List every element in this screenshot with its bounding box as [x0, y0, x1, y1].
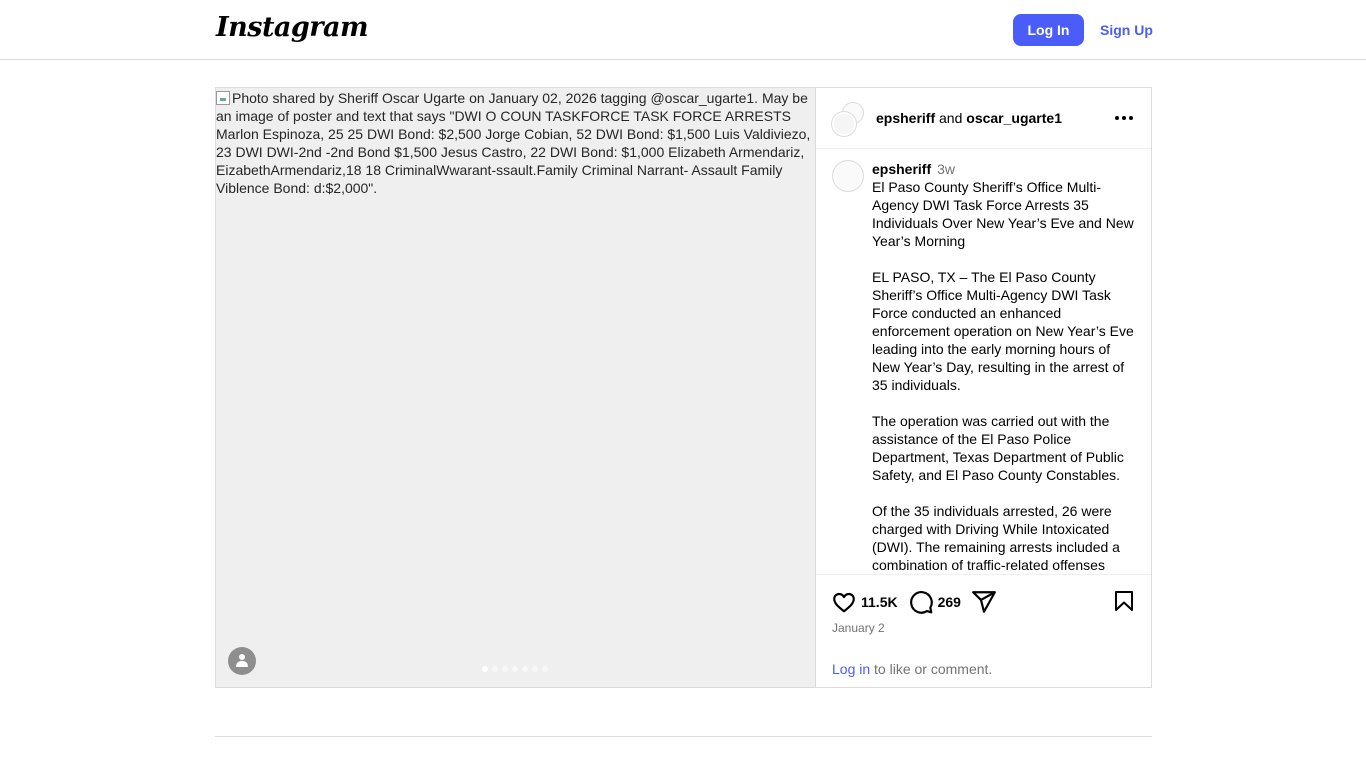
- heart-icon[interactable]: [831, 589, 857, 615]
- comment-icon[interactable]: [908, 589, 934, 615]
- log-in-link[interactable]: Log in: [832, 661, 871, 677]
- instagram-logo[interactable]: Instagram: [216, 12, 369, 43]
- post-sidebar: [816, 88, 1151, 687]
- caption-username[interactable]: epsheriff: [872, 161, 932, 177]
- bookmark-icon[interactable]: [1112, 589, 1136, 613]
- image-alt-text-content: Photo shared by Sheriff Oscar Ugarte on January 02, 2026 tagging @oscar_ugarte1. May be an image of poster and text that says "DWI O COUN TASKFORCE TASK FORCE ARRESTS Marlon Espinoza, 25 25 DWI Bond: $2,500 Jorge Cobian, 52 DWI Bond: $1,500 Luis Valdiviezo, 23 DWI DWI-2nd -2nd Bond $1,500 Jesus Castro, 22 DWI Bond: $1,000 Elizabeth Armendariz, EizabethArmendariz,18 18 CriminalWwarant-ssault.Family Criminal Narrant- Assault Family Viblence Bond: d:$2,000".: [216, 90, 811, 196]
- post-authors: [876, 110, 1062, 126]
- author-joiner: and: [939, 110, 963, 126]
- caption-text: El Paso County Sheriff’s Office Multi-Agency DWI Task Force Arrests 35 Individuals Over New Year’s Eve and New Year’s Morning EL PASO, TX – The El Paso County Sheriff’s Office Multi-Agency DWI Task Force conducted an enhanced enforcement operation on New Year’s Eve leading into the early morning hours of New Year’s Day, resulting in the arrest of 35 individuals. The operation was carried out with the assistance of the El Paso Police Department, Texas Department of Public Safety, and El Paso County Constables. Of the 35 individuals arrested, 26 were charged with Driving While Intoxicated (DWI). The remaining arrests included a combination of traffic-related offenses: [872, 179, 1134, 573]
- caption-avatar[interactable]: [832, 160, 864, 192]
- carousel-dot[interactable]: [532, 666, 538, 672]
- carousel-dot[interactable]: [502, 666, 508, 672]
- comment-count[interactable]: 269: [937, 594, 961, 610]
- carousel-dot[interactable]: [492, 666, 498, 672]
- caption-area[interactable]: [816, 150, 1151, 574]
- footer-divider: [215, 736, 1152, 737]
- share-icon[interactable]: [971, 589, 997, 615]
- broken-image-icon: [216, 91, 230, 105]
- author-username[interactable]: epsheriff: [876, 110, 936, 126]
- login-prompt-suffix: to like or comment.: [870, 661, 993, 677]
- image-alt-text: [216, 89, 816, 197]
- caption-time[interactable]: 3w: [937, 161, 956, 177]
- sign-up-link[interactable]: Sign Up: [1100, 22, 1153, 38]
- user-tag-icon[interactable]: [228, 647, 256, 675]
- more-options-icon[interactable]: [1112, 110, 1136, 126]
- post-header: [816, 88, 1151, 149]
- post-actions: [816, 574, 1151, 687]
- avatar[interactable]: [832, 102, 864, 134]
- post-card: [215, 87, 1152, 688]
- caption: [872, 160, 1138, 574]
- post-media[interactable]: [216, 88, 816, 687]
- like-count[interactable]: 11.5K: [861, 594, 898, 610]
- carousel-dot[interactable]: [522, 666, 528, 672]
- top-bar: [0, 0, 1366, 60]
- post-date[interactable]: January 2: [832, 621, 885, 635]
- collab-username[interactable]: oscar_ugarte1: [966, 110, 1062, 126]
- login-prompt: [832, 661, 992, 677]
- carousel-dot[interactable]: [542, 666, 548, 672]
- carousel-dot[interactable]: [512, 666, 518, 672]
- action-row: [831, 589, 997, 615]
- carousel-indicator: [482, 666, 548, 672]
- carousel-dot[interactable]: [482, 666, 488, 672]
- log-in-button[interactable]: Log In: [1013, 14, 1084, 46]
